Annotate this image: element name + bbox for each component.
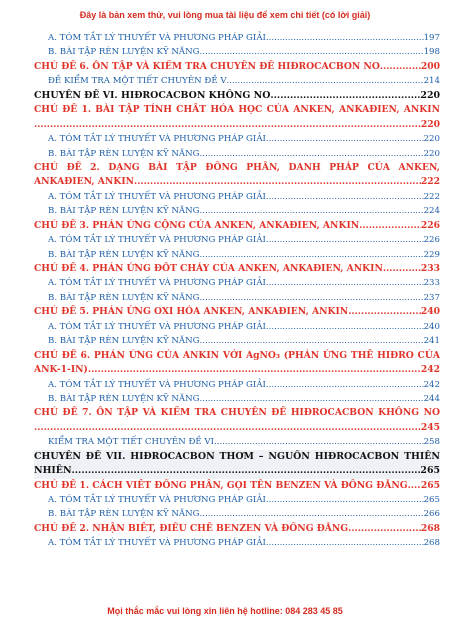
toc-entry-title: A. TÓM TẮT LÝ THUYẾT VÀ PHƯƠNG PHÁP GIẢI — [48, 278, 266, 289]
toc-entry-page: 244 — [423, 393, 440, 404]
preview-notice-banner: Đây là bản xem thử, vui lòng mua tài liệu để xem chi tiết (có lời giải) — [79, 10, 371, 20]
toc-entry-title-cont: NHIÊN — [34, 465, 72, 477]
toc-entry-page: 226 — [423, 235, 440, 246]
dot-leader — [34, 421, 421, 435]
toc-topic-entry[interactable] — [34, 349, 440, 363]
toc-entry-title: B. BÀI TẬP RÈN LUYỆN KỸ NĂNG — [48, 206, 200, 217]
toc-subentry[interactable] — [34, 392, 440, 406]
dot-leader — [266, 132, 424, 146]
toc-entry-title: B. BÀI TẬP RÈN LUYỆN KỸ NĂNG — [48, 292, 200, 303]
toc-entry-page: 214 — [423, 76, 440, 87]
dot-leader — [266, 190, 424, 204]
toc-subentry[interactable] — [34, 190, 440, 204]
toc-topic-entry[interactable] — [34, 219, 440, 233]
dot-leader — [266, 276, 424, 290]
toc-entry-title: B. BÀI TẬP RÈN LUYỆN KỸ NĂNG — [48, 509, 200, 520]
dot-leader — [227, 74, 424, 88]
toc-entry-title: B. BÀI TẬP RÈN LUYỆN KỸ NĂNG — [48, 393, 200, 404]
toc-entry-page: 222 — [420, 176, 440, 188]
toc-entry-title: A. TÓM TẮT LÝ THUYẾT VÀ PHƯƠNG PHÁP GIẢI — [48, 33, 266, 43]
toc-entry-title: CHỦ ĐỀ 1. BÀI TẬP TÍNH CHẤT HÓA HỌC CỦA ANKEN, ANKAĐIEN, ANKIN — [34, 104, 440, 116]
dot-leader — [266, 233, 424, 247]
toc-entry-title: B. BÀI TẬP RÈN LUYỆN KỸ NĂNG — [48, 336, 200, 347]
toc-entry-title: B. BÀI TẬP RÈN LUYỆN KỸ NĂNG — [48, 148, 200, 159]
toc-entry-page: 242 — [420, 364, 440, 376]
toc-entry-title: A. TÓM TẮT LÝ THUYẾT VÀ PHƯƠNG PHÁP GIẢI — [48, 538, 266, 549]
toc-subentry[interactable] — [34, 31, 440, 45]
dot-leader — [266, 320, 424, 334]
toc-entry-page: 220 — [420, 89, 440, 101]
toc-subentry[interactable] — [34, 493, 440, 507]
toc-entry-page: 224 — [423, 206, 440, 217]
toc-entry-title-cont: ANKAĐIEN, ANKIN — [34, 176, 135, 188]
toc-entry-title: A. TÓM TẮT LÝ THUYẾT VÀ PHƯƠNG PHÁP GIẢI — [48, 235, 266, 246]
toc-entry-page: 237 — [423, 292, 440, 303]
toc-entry-page: 245 — [420, 421, 440, 433]
toc-entry-page: 265 — [420, 465, 440, 477]
toc-entry-title: CHỦ ĐỀ 3. PHẢN ỨNG CỘNG CỦA ANKEN, ANKAĐIEN, ANKIN — [34, 219, 360, 231]
toc-entry-page: 233 — [423, 278, 440, 289]
toc-subentry[interactable] — [34, 320, 440, 334]
toc-subentry[interactable] — [34, 74, 440, 88]
toc-entry-title: A. TÓM TẮT LÝ THUYẾT VÀ PHƯƠNG PHÁP GIẢI — [48, 379, 266, 390]
dot-leader — [200, 507, 424, 521]
toc-topic-entry[interactable] — [34, 262, 440, 276]
dot-leader — [200, 248, 424, 262]
toc-entry-page: 268 — [423, 538, 440, 549]
dot-leader — [383, 262, 421, 276]
toc-subentry[interactable] — [34, 132, 440, 146]
dot-leader — [380, 60, 421, 74]
hotline-footer: Mọi thắc mắc vui lòng xin liên hệ hotline: 084 283 45 85 — [107, 606, 343, 616]
toc-entry-title: A. TÓM TẮT LÝ THUYẾT VÀ PHƯƠNG PHÁP GIẢI — [48, 321, 266, 332]
toc-section-entry[interactable] — [34, 89, 440, 103]
toc-entry-continuation[interactable] — [34, 421, 440, 435]
toc-subentry[interactable] — [34, 248, 440, 262]
toc-entry-title: CHỦ ĐỀ 6. PHẢN ỨNG CỦA ANKIN VỚI AgNO₃ (PHẢN ỨNG THẾ HIĐRO CỦA — [34, 349, 440, 361]
toc-subentry[interactable] — [34, 233, 440, 247]
toc-entry-title: CHỦ ĐỀ 1. CÁCH VIẾT ĐỒNG PHÂN, GỌI TÊN BENZEN VÀ ĐỒNG ĐẲNG — [34, 479, 408, 491]
toc-topic-entry[interactable] — [34, 522, 440, 536]
toc-entry-page: 198 — [423, 47, 440, 58]
toc-entry-title: KIỂM TRA MỘT TIẾT CHUYÊN ĐỀ VI — [48, 437, 214, 448]
toc-entry-page: 240 — [423, 321, 440, 332]
toc-entry-title: CHỦ ĐỀ 2. DẠNG BÀI TẬP ĐỒNG PHÂN, DANH PHÁP CỦA ANKEN, — [34, 161, 440, 173]
dot-leader — [270, 89, 420, 103]
toc-entry-title-cont: ANK-1-IN) — [34, 364, 88, 376]
dot-leader — [348, 305, 421, 319]
toc-subentry[interactable] — [34, 204, 440, 218]
toc-entry-continuation[interactable] — [34, 118, 440, 132]
dot-leader — [266, 378, 424, 392]
toc-entry-title: CHỦ ĐỀ 5. PHẢN ỨNG OXI HÓA ANKEN, ANKAĐIEN, ANKIN — [34, 306, 349, 318]
toc-entry-title: A. TÓM TẮT LÝ THUYẾT VÀ PHƯƠNG PHÁP GIẢI — [48, 191, 266, 202]
toc-topic-entry[interactable] — [34, 479, 440, 493]
toc-entry-page: 220 — [420, 118, 440, 130]
toc-topic-entry[interactable] — [34, 305, 440, 319]
toc-entry-page: 268 — [420, 522, 440, 534]
toc-entry-title: ĐỀ KIỂM TRA MỘT TIẾT CHUYÊN ĐỀ V — [48, 76, 227, 87]
toc-entry-title: CHỦ ĐỀ 2. NHẬN BIẾT, ĐIỀU CHẾ BENZEN VÀ ĐỒNG ĐẲNG — [34, 522, 349, 534]
toc-entry-title: CHỦ ĐỀ 7. ÔN TẬP VÀ KIỂM TRA CHUYÊN ĐỀ HIĐROCACBON KHÔNG NO — [34, 407, 440, 419]
toc-entry-page: 265 — [420, 479, 440, 491]
toc-entry-continuation[interactable] — [34, 363, 440, 377]
toc-entry-page: 266 — [423, 509, 440, 520]
toc-entry-page: 220 — [423, 148, 440, 159]
toc-subentry[interactable] — [34, 378, 440, 392]
table-of-contents — [34, 31, 440, 595]
toc-entry-page: 258 — [423, 437, 440, 448]
toc-entry-page: 241 — [423, 336, 440, 347]
toc-topic-entry[interactable] — [34, 161, 440, 175]
dot-leader — [348, 522, 421, 536]
dot-leader — [200, 291, 424, 305]
toc-entry-title: CHUYÊN ĐỀ VII. HIĐROCACBON THƠM – NGUỒN HIĐROCACBON THIÊN — [34, 450, 440, 462]
toc-entry-page: 220 — [423, 134, 440, 145]
toc-entry-title: B. BÀI TẬP RÈN LUYỆN KỸ NĂNG — [48, 249, 200, 260]
toc-entry-page: 200 — [420, 60, 440, 72]
dot-leader — [266, 536, 424, 550]
toc-entry-title: CHỦ ĐỀ 4. PHẢN ỨNG ĐỐT CHÁY CỦA ANKEN, ANKAĐIEN, ANKIN — [34, 263, 383, 274]
toc-entry-title: CHUYÊN ĐỀ VI. HIĐROCACBON KHÔNG NO — [34, 89, 271, 101]
dot-leader — [200, 45, 424, 59]
toc-subentry[interactable] — [34, 291, 440, 305]
dot-leader — [88, 363, 421, 377]
toc-subentry[interactable] — [34, 435, 440, 449]
toc-entry-continuation[interactable] — [34, 464, 440, 478]
toc-entry-page: 265 — [423, 495, 440, 505]
toc-entry-page: 242 — [423, 379, 440, 390]
toc-entry-page: 222 — [423, 191, 440, 202]
dot-leader — [266, 31, 424, 45]
dot-leader — [200, 204, 424, 218]
toc-subentry[interactable] — [34, 334, 440, 348]
toc-entry-title: CHỦ ĐỀ 6. ÔN TẬP VÀ KIỂM TRA CHUYÊN ĐỀ HIĐROCACBON NO — [34, 60, 380, 72]
toc-entry-page: 233 — [420, 263, 440, 274]
toc-entry-page: 197 — [423, 33, 440, 43]
dot-leader — [408, 479, 421, 493]
dot-leader — [359, 219, 421, 233]
toc-entry-title: A. TÓM TẮT LÝ THUYẾT VÀ PHƯƠNG PHÁP GIẢI — [48, 134, 266, 145]
toc-subentry[interactable] — [34, 276, 440, 290]
dot-leader — [72, 464, 421, 478]
dot-leader — [200, 334, 424, 348]
toc-entry-title: A. TÓM TẮT LÝ THUYẾT VÀ PHƯƠNG PHÁP GIẢI — [48, 495, 266, 505]
dot-leader — [214, 435, 424, 449]
dot-leader — [134, 175, 421, 189]
toc-subentry[interactable] — [34, 147, 440, 161]
toc-topic-entry[interactable] — [34, 60, 440, 74]
dot-leader — [34, 118, 421, 132]
toc-subentry[interactable] — [34, 536, 440, 550]
toc-entry-title: B. BÀI TẬP RÈN LUYỆN KỸ NĂNG — [48, 47, 200, 58]
toc-entry-page: 226 — [420, 219, 440, 231]
dot-leader — [266, 493, 424, 507]
dot-leader — [200, 392, 424, 406]
dot-leader — [200, 147, 424, 161]
toc-topic-entry[interactable] — [34, 103, 440, 117]
toc-section-entry[interactable] — [34, 450, 440, 464]
toc-entry-continuation[interactable] — [34, 175, 440, 189]
toc-topic-entry[interactable] — [34, 406, 440, 420]
toc-subentry[interactable] — [34, 507, 440, 521]
toc-entry-page: 229 — [423, 249, 440, 260]
toc-entry-page: 240 — [420, 306, 440, 318]
toc-subentry[interactable] — [34, 45, 440, 59]
